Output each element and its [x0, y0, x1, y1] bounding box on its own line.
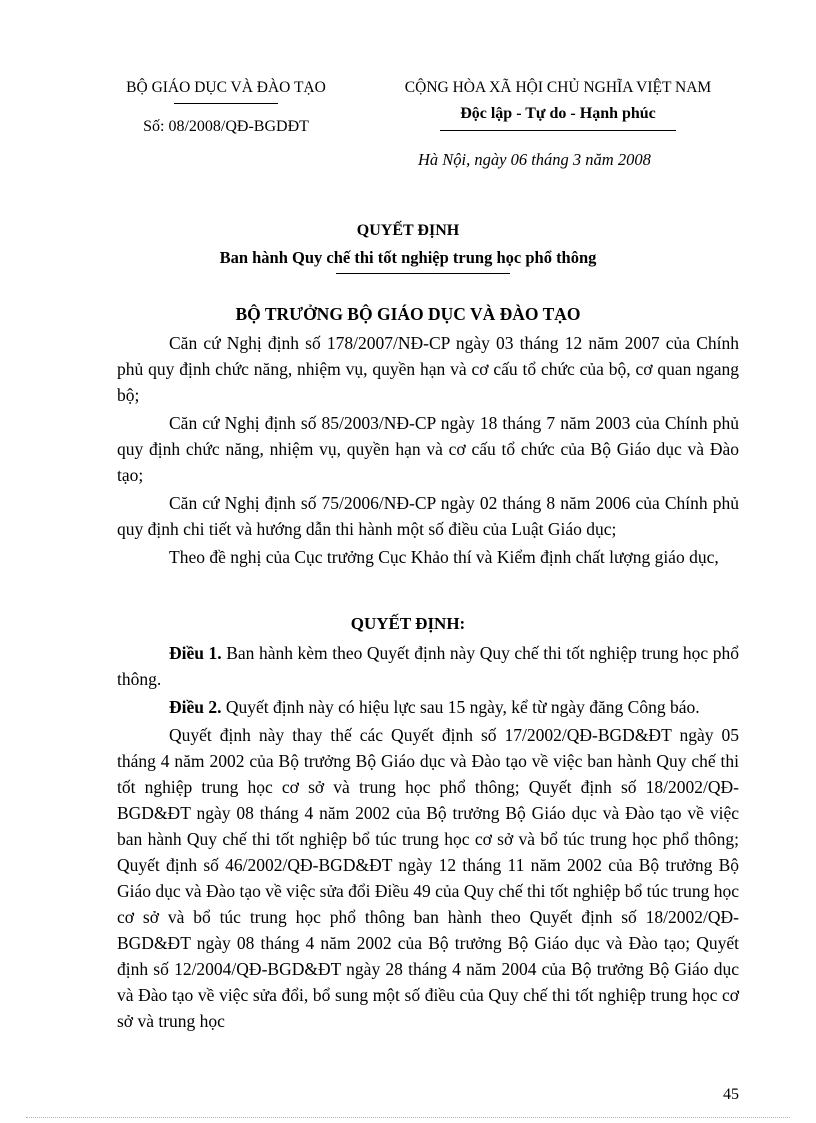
article-1	[117, 640, 739, 692]
decision-heading: QUYẾT ĐỊNH:	[350, 614, 466, 633]
decision-body	[117, 640, 739, 1036]
national-motto: Độc lập - Tự do - Hạnh phúc	[460, 105, 656, 122]
header-right	[366, 78, 750, 131]
document-title: QUYẾT ĐỊNH	[356, 222, 460, 239]
preamble-paragraph: Căn cứ Nghị định số 85/2003/NĐ-CP ngày 18 tháng 7 năm 2003 của Chính phủ quy định chức năng, nhiệm vụ, quyền hạn và cơ cấu tổ chức của Bộ Giáo dục và Đào tạo;	[117, 413, 739, 485]
preamble	[117, 330, 739, 572]
replacement-paragraph: Quyết định này thay thế các Quyết định số 17/2002/QĐ-BGD&ĐT ngày 05 tháng 4 năm 2002 của Bộ trưởng Bộ Giáo dục và Đào tạo về việc ban hành Quy chế thi tốt nghiệp trung học cơ sở và trung học phổ thông; Quyết định số 18/2002/QĐ-BGD&ĐT ngày 08 tháng 4 năm 2002 của Bộ trưởng Bộ Giáo dục và Đào tạo về việc ban hành Quy chế thi tốt nghiệp bổ túc trung học cơ sở và bổ túc trung học phổ thông; Quyết định số 46/2002/QĐ-BGD&ĐT ngày 12 tháng 11 năm 2002 của Bộ trưởng Bộ Giáo dục và Đào tạo về việc sửa đổi Điều 49 của Quy chế thi tốt nghiệp bổ túc trung học cơ sở và bổ túc trung học phổ thông ban hành theo Quyết định số 18/2002/QĐ-BGD&ĐT ngày 08 tháng 4 năm 2002 của Bộ trưởng Bộ Giáo dục và Đào tạo; Quyết định số 12/2004/QĐ-BGD&ĐT ngày 28 tháng 4 năm 2004 của Bộ trưởng Bộ Giáo dục và Đào tạo về việc sửa đổi, bổ sung một số điều của Quy chế thi tốt nghiệp trung học cơ sở và trung học	[117, 725, 739, 1031]
motto-underline	[440, 130, 676, 131]
issuing-authority: BỘ TRƯỞNG BỘ GIÁO DỤC VÀ ĐÀO TẠO	[235, 304, 581, 324]
document-number: Số: 08/2008/QĐ-BGDĐT	[143, 118, 309, 135]
document-subtitle: Ban hành Quy chế thi tốt nghiệp trung học phổ thông	[219, 248, 597, 267]
article-2	[117, 694, 739, 720]
ministry-underline	[174, 103, 278, 104]
country-name: CỘNG HÒA XÃ HỘI CHỦ NGHĨA VIỆT NAM	[404, 79, 712, 96]
article-text: Ban hành kèm theo Quyết định này Quy chế thi tốt nghiệp trung học phổ thông.	[117, 643, 740, 689]
issue-date: Hà Nội, ngày 06 tháng 3 năm 2008	[418, 150, 651, 169]
subtitle-underline	[336, 273, 510, 274]
preamble-paragraph: Căn cứ Nghị định số 178/2007/NĐ-CP ngày 03 tháng 12 năm 2007 của Chính phủ quy định chức năng, nhiệm vụ, quyền hạn và cơ cấu tổ chức của bộ, cơ quan ngang bộ;	[117, 333, 739, 405]
article-text: Quyết định này có hiệu lực sau 15 ngày, kể từ ngày đăng Công báo.	[221, 697, 700, 717]
article-label: Điều 1.	[169, 643, 222, 663]
preamble-paragraph: Căn cứ Nghị định số 75/2006/NĐ-CP ngày 02 tháng 8 năm 2006 của Chính phủ quy định chi tiết và hướng dẫn thi hành một số điều của Luật Giáo dục;	[117, 493, 739, 539]
header-left	[104, 78, 348, 136]
page-number: 45	[723, 1086, 739, 1103]
preamble-paragraph: Theo đề nghị của Cục trưởng Cục Khảo thí và Kiểm định chất lượng giáo dục,	[169, 547, 719, 567]
page-bottom-border	[26, 1117, 790, 1118]
ministry-name: BỘ GIÁO DỤC VÀ ĐÀO TẠO	[126, 79, 326, 96]
article-label: Điều 2.	[169, 697, 222, 717]
